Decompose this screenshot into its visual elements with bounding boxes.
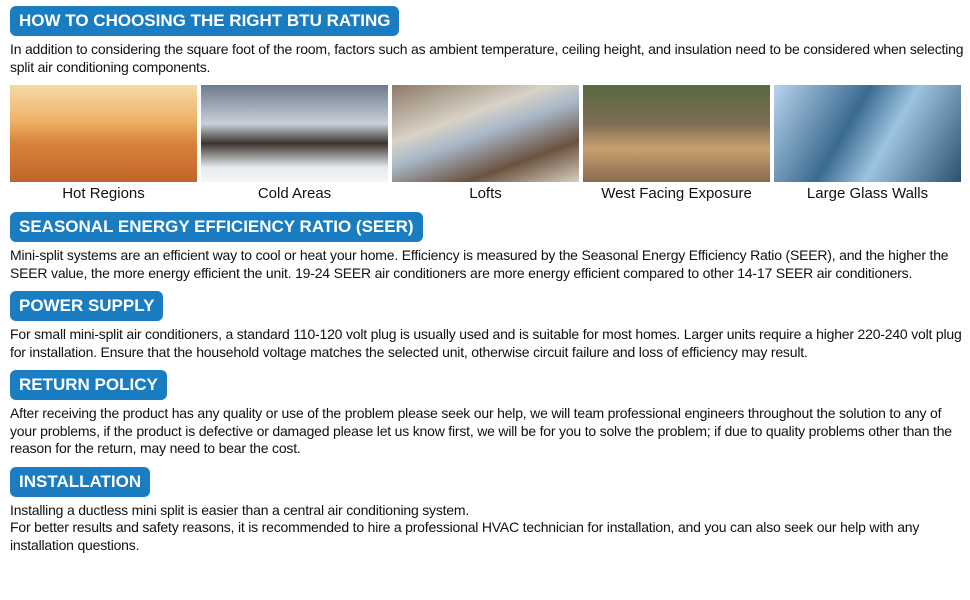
section-heading-power: POWER SUPPLY: [10, 291, 163, 321]
factor-hot-regions: [10, 85, 197, 204]
factor-gallery: [10, 85, 965, 204]
section-heading-return: RETURN POLICY: [10, 370, 167, 400]
caption-hot-regions: Hot Regions: [62, 185, 145, 202]
caption-west-facing: West Facing Exposure: [601, 185, 752, 202]
seer-text: Mini-split systems are an efficient way to cool or heat your home. Efficiency is measured by the Seasonal Energy Efficiency Ratio (SEER), and the higher the SEER value, the more energy efficient the unit. 19-24 SEER air conditioners are more energy efficient compared to other 14-17 SEER air conditioners.: [10, 247, 949, 281]
glass-walls-image: [774, 85, 961, 182]
btu-text: In addition to considering the square foot of the room, factors such as ambient temperature, ceiling height, and insulation need to be considered when selecting split air conditioning components.: [10, 41, 964, 75]
section-heading-btu: HOW TO CHOOSING THE RIGHT BTU RATING: [10, 6, 399, 36]
factor-lofts: [392, 85, 579, 204]
return-text: After receiving the product has any quality or use of the problem please seek our help, we will team professional engineers throughout the solution to any of your problems, if the product is defective or damaged please let us know first, we will be for you to solve the problem; if due to quality problems other than the reason for the return, may need to bear the cost.: [10, 405, 952, 456]
power-text: For small mini-split air conditioners, a standard 110-120 volt plug is usually used and is suitable for most homes. Larger units require a higher 220-240 volt plug for installation. Ensure that the household voltage matches the selected unit, otherwise circuit failure and loss of efficiency may result.: [10, 326, 962, 360]
cold-areas-image: [201, 85, 388, 182]
caption-cold-areas: Cold Areas: [257, 185, 332, 202]
hot-regions-image: [10, 85, 197, 182]
installation-text: [10, 502, 965, 555]
installation-line-2: For better results and safety reasons, it is recommended to hire a professional HVAC technician for installation, and you can also seek our help with any installation questions.: [10, 519, 920, 553]
installation-line-1: Installing a ductless mini split is easier than a central air conditioning system.: [10, 501, 470, 518]
factor-west-facing: [583, 85, 770, 204]
factor-glass-walls: [774, 85, 961, 204]
section-heading-installation: INSTALLATION: [10, 467, 150, 497]
west-facing-image: [583, 85, 770, 182]
factor-cold-areas: [201, 85, 388, 204]
caption-lofts: Lofts: [469, 185, 502, 202]
section-heading-seer: SEASONAL ENERGY EFFICIENCY RATIO (SEER): [10, 212, 423, 242]
caption-glass-walls: Large Glass Walls: [806, 185, 929, 202]
lofts-image: [392, 85, 579, 182]
